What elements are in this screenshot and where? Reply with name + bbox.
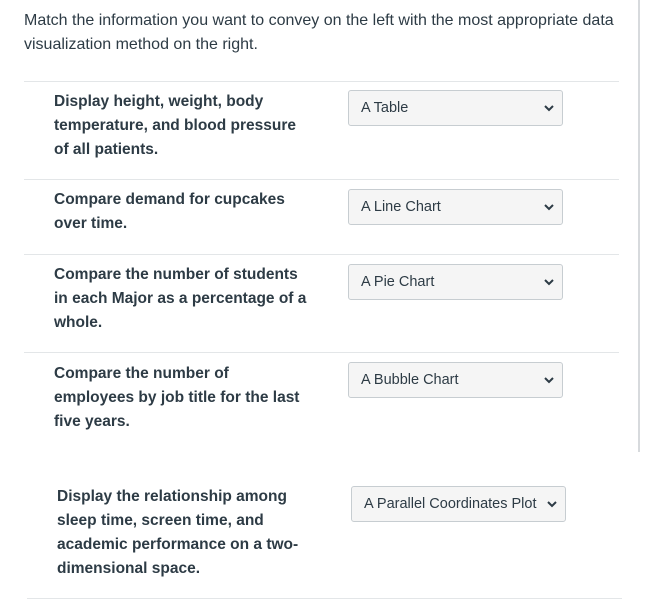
prompt-line: Display the relationship among bbox=[57, 488, 287, 505]
prompt-text bbox=[54, 362, 344, 434]
prompt-text bbox=[54, 188, 334, 236]
answer-select[interactable] bbox=[351, 486, 566, 522]
prompt-line: of all patients. bbox=[54, 141, 159, 158]
prompt-line: Compare demand for cupcakes bbox=[54, 191, 285, 208]
divider bbox=[24, 81, 619, 82]
prompt-text bbox=[57, 485, 337, 581]
selected-value: A Bubble Chart bbox=[361, 372, 459, 388]
selected-value: A Line Chart bbox=[361, 199, 441, 215]
answer-select[interactable] bbox=[348, 362, 563, 398]
prompt-line: Compare the number of students bbox=[54, 266, 298, 283]
instructions: Match the information you want to convey on the left with the most appropriate data visualization method on the right. bbox=[24, 12, 614, 53]
prompt-line: five years. bbox=[54, 413, 130, 430]
prompt-line: Display height, weight, body bbox=[54, 93, 264, 110]
prompt-line: whole. bbox=[54, 314, 103, 331]
answer-select[interactable] bbox=[348, 189, 563, 225]
prompt-text bbox=[54, 263, 344, 335]
selected-value: A Table bbox=[361, 100, 409, 116]
selected-value: A Pie Chart bbox=[361, 274, 435, 290]
prompt-line: Compare the number of bbox=[54, 365, 229, 382]
prompt-text bbox=[54, 90, 334, 162]
divider bbox=[24, 352, 619, 353]
prompt-line: over time. bbox=[54, 215, 128, 232]
right-border bbox=[638, 0, 640, 452]
chevron-down-icon bbox=[544, 190, 554, 224]
chevron-down-icon bbox=[547, 487, 557, 521]
answer-select[interactable] bbox=[348, 264, 563, 300]
divider bbox=[27, 598, 622, 599]
chevron-down-icon bbox=[544, 91, 554, 125]
selected-value: A Parallel Coordinates Plot bbox=[364, 496, 537, 512]
answer-select[interactable] bbox=[348, 90, 563, 126]
prompt-line: employees by job title for the last bbox=[54, 389, 300, 406]
prompt-line: academic performance on a two- bbox=[57, 536, 299, 553]
chevron-down-icon bbox=[544, 363, 554, 397]
divider bbox=[24, 179, 619, 180]
divider bbox=[24, 254, 619, 255]
chevron-down-icon bbox=[544, 265, 554, 299]
prompt-line: sleep time, screen time, and bbox=[57, 512, 264, 529]
prompt-line: in each Major as a percentage of a bbox=[54, 290, 307, 307]
prompt-line: temperature, and blood pressure bbox=[54, 117, 297, 134]
prompt-line: dimensional space. bbox=[57, 560, 200, 577]
